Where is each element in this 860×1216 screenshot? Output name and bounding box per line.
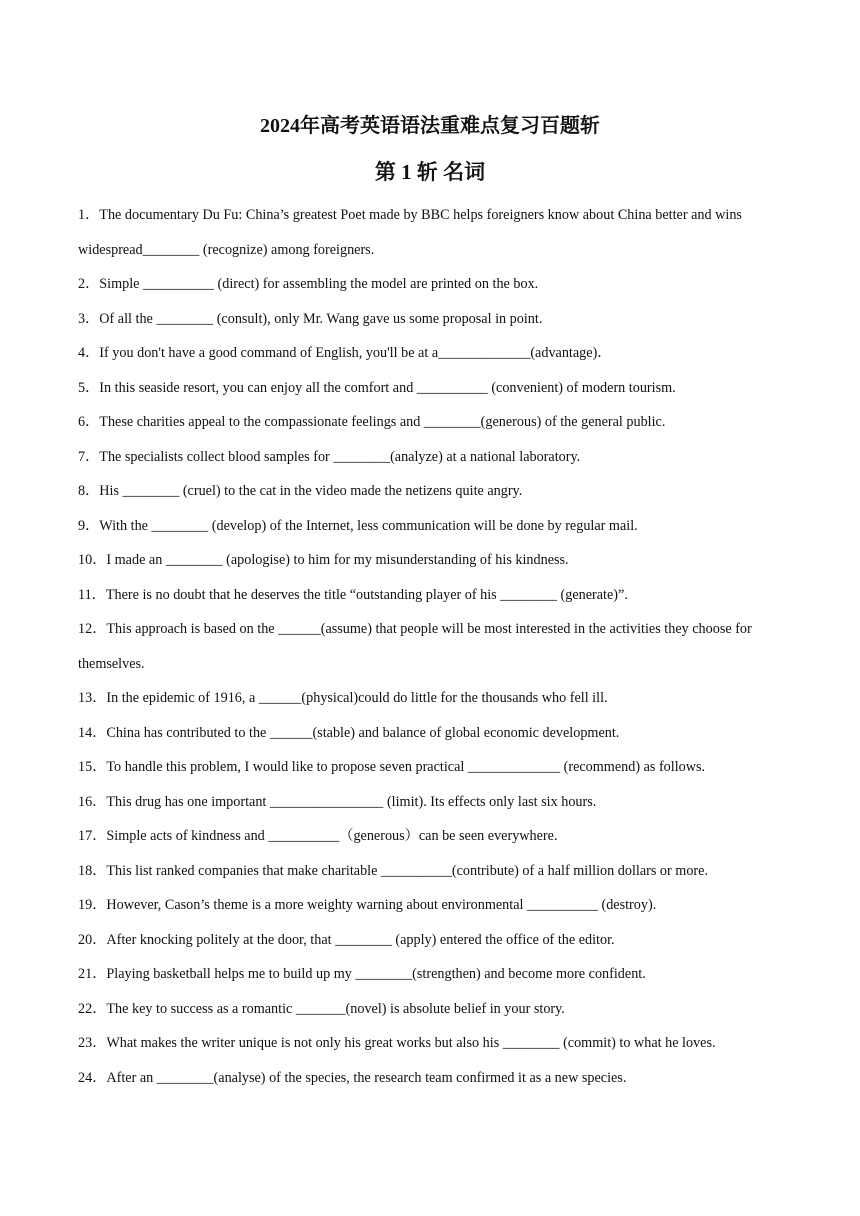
question-item: 20．After knocking politely at the door, that ________ (apply) entered the office of the editor.	[78, 931, 615, 948]
question-item: 22．The key to success as a romantic _______(novel) is absolute belief in your story.	[78, 1000, 565, 1017]
question-item: 23．What makes the writer unique is not only his great works but also his ________ (commit) to what he loves.	[78, 1035, 716, 1051]
question-item: 14．China has contributed to the ______(stable) and balance of global economic development.	[78, 724, 620, 741]
question-list	[78, 198, 786, 1095]
question-item: 7．The specialists collect blood samples for ________(analyze) at a national laboratory.	[78, 448, 581, 465]
question-item: 1．The documentary Du Fu: China’s greatest Poet made by BBC helps foreigners know about China better and wins widespread________ (recognize) among foreigners.	[78, 207, 742, 258]
question-item: 5．In this seaside resort, you can enjoy all the comfort and __________ (convenient) of modern tourism.	[78, 379, 676, 396]
question-item: 10．I made an ________ (apologise) to him for my misunderstanding of his kindness.	[78, 552, 569, 568]
question-item: 19．However, Cason’s theme is a more weighty warning about environmental __________ (destroy).	[78, 897, 657, 913]
question-item: 17．Simple acts of kindness and __________（generous）can be seen everywhere.	[78, 828, 558, 844]
question-item: 11．There is no doubt that he deserves the title “outstanding player of his ________ (generate)”.	[78, 586, 628, 603]
question-item: 13．In the epidemic of 1916, a ______(physical)could do little for the thousands who fell ill.	[78, 690, 608, 706]
section-subtitle: 第 1 斩 名词	[374, 160, 486, 184]
page-title: 2024年高考英语语法重难点复习百题斩	[260, 115, 600, 137]
question-item: 12．This approach is based on the ______(assume) that people will be most interested in the activities they choose for themselves.	[78, 621, 752, 672]
question-item: 24．After an ________(analyse) of the species, the research team confirmed it as a new species.	[78, 1069, 627, 1086]
question-item: 2．Simple __________ (direct) for assembling the model are printed on the box.	[78, 276, 539, 292]
question-item: 8．His ________ (cruel) to the cat in the video made the netizens quite angry.	[78, 483, 523, 499]
question-item: 18．This list ranked companies that make charitable __________(contribute) of a half million dollars or more.	[78, 862, 708, 879]
question-item: 21．Playing basketball helps me to build up my ________(strengthen) and become more confident.	[78, 966, 646, 982]
question-item: 6．These charities appeal to the compassionate feelings and ________(generous) of the general public.	[78, 414, 666, 430]
question-item: 4．If you don't have a good command of English, you'll be at a_____________(advantage)．	[78, 345, 612, 361]
question-item: 15．To handle this problem, I would like to propose seven practical _____________ (recommend) as follows.	[78, 759, 706, 775]
question-item: 9．With the ________ (develop) of the Internet, less communication will be done by regular mail.	[78, 517, 638, 534]
question-item: 16．This drug has one important ________________ (limit). Its effects only last six hours.	[78, 793, 597, 810]
question-item: 3．Of all the ________ (consult), only Mr. Wang gave us some proposal in point.	[78, 310, 543, 327]
